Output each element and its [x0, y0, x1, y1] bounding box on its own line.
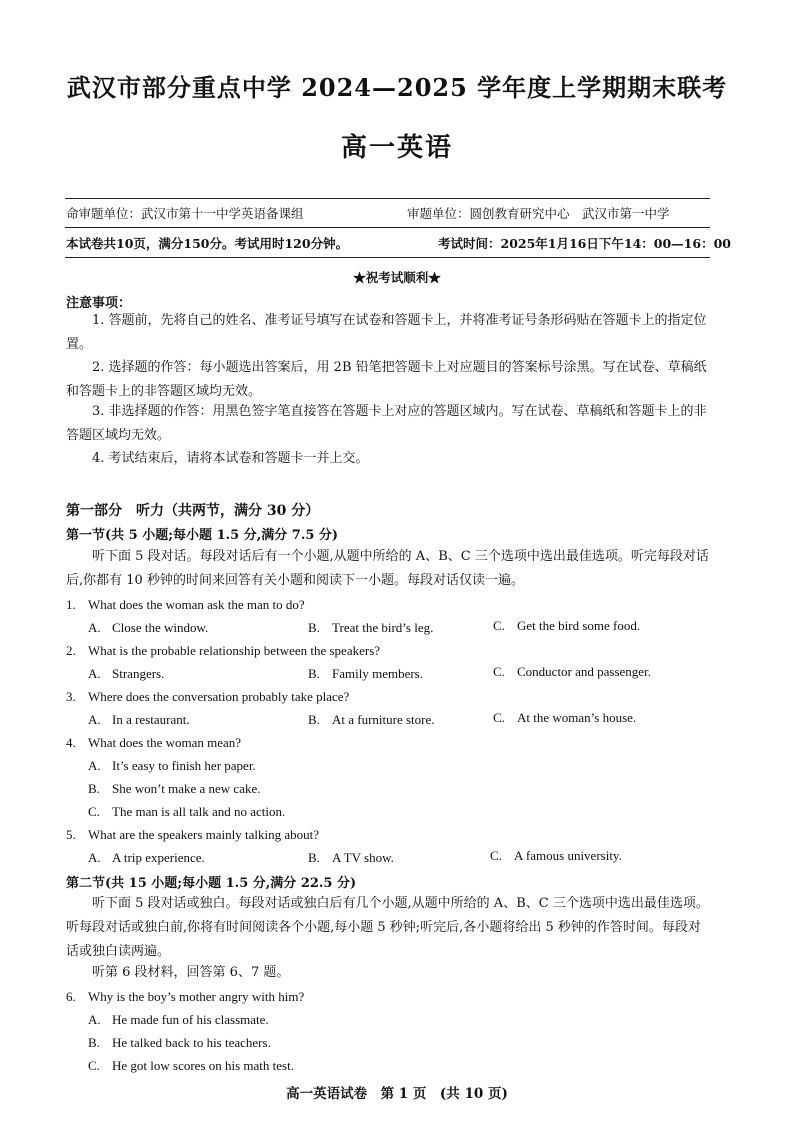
exam-title: 武汉市部分重点中学 2024—2025 学年度上学期期末联考	[66, 73, 728, 102]
question-text: Where does the conversation probably take place?	[88, 689, 350, 704]
option: A. It’s easy to finish her paper.	[88, 758, 256, 773]
question-number: 1.	[66, 597, 76, 612]
option: C. At the woman’s house.	[493, 710, 637, 725]
page-footer: 高一英语试卷 第 1 页 (共 10 页)	[286, 1086, 508, 1102]
exam-subject: 高一英语	[340, 133, 453, 163]
question-text: What is the probable relationship between the speakers?	[88, 643, 381, 658]
middle-divider	[65, 227, 710, 228]
top-divider	[65, 198, 710, 199]
exam-time: 考试时间：2025年1月16日下午14：00—16：00	[438, 236, 731, 251]
option: C. A famous university.	[490, 848, 622, 863]
question-number: 2.	[66, 643, 76, 658]
question-text: What are the speakers mainly talking about?	[88, 827, 320, 842]
good-luck-banner: ★祝考试顺利★	[353, 270, 441, 285]
option: A. Close the window.	[88, 620, 209, 635]
notice-item: 1. 答题前，先将自己的姓名、准考证号填写在试卷和答题卡上，并将准考证号条形码贴在答题卡上的指定位置。	[66, 313, 707, 352]
question-number: 4.	[66, 735, 76, 750]
question-number: 6.	[66, 989, 76, 1004]
option: C. He got low scores on his math test.	[88, 1058, 294, 1073]
option: C. The man is all talk and no action.	[88, 804, 286, 819]
question	[66, 689, 349, 705]
option: A. Strangers.	[88, 666, 165, 681]
option: B. A TV show.	[308, 850, 394, 865]
material-note: 听第 6 段材料，回答第 6、7 题。	[92, 965, 290, 980]
part1-heading: 第一部分 听力（共两节，满分 30 分）	[66, 503, 320, 519]
question	[66, 597, 305, 613]
option: B. She won’t make a new cake.	[88, 781, 261, 796]
reviewer-unit: 审题单位：圆创教育研究中心 武汉市第一中学	[407, 206, 670, 221]
option: B. Family members.	[308, 666, 423, 681]
section1-heading: 第一节(共 5 小题;每小题 1.5 分,满分 7.5 分)	[66, 528, 339, 543]
notice-item: 4. 考试结束后，请将本试卷和答题卡一并上交。	[92, 451, 369, 466]
option: B. Treat the bird’s leg.	[308, 620, 434, 635]
question	[66, 735, 241, 751]
exam-info: 本试卷共10页，满分150分。考试用时120分钟。	[66, 236, 349, 251]
option: B. At a furniture store.	[308, 712, 435, 727]
question-text: What does the woman mean?	[88, 735, 242, 750]
section2-instructions: 听下面 5 段对话或独白。每段对话或独白后有几个小题,从题中所给的 A、B、C 三个选项中选出最佳选项。听每段对话或独白前,你将有时间阅读各个小题,每小题 5 秒钟;听完后,各小题将给出 5 秒钟的作答时间。每段对话或独白读两遍。	[66, 896, 709, 959]
question	[66, 827, 319, 843]
question-text: What does the woman ask the man to do?	[88, 597, 305, 612]
option: A. A trip experience.	[88, 850, 205, 865]
question-number: 5.	[66, 827, 76, 842]
proposer-unit: 命审题单位：武汉市第十一中学英语备课组	[66, 206, 304, 221]
option: C. Conductor and passenger.	[493, 664, 651, 679]
bottom-divider	[65, 257, 710, 258]
question-text: Why is the boy’s mother angry with him?	[88, 989, 305, 1004]
question	[66, 989, 304, 1005]
section2-heading: 第二节(共 15 小题;每小题 1.5 分,满分 22.5 分)	[66, 876, 357, 891]
notice-item: 2. 选择题的作答：每小题选出答案后，用 2B 铅笔把答题卡上对应题目的答案标号涂黑。写在试卷、草稿纸和答题卡上的非答题区域均无效。	[66, 360, 707, 399]
option: A. He made fun of his classmate.	[88, 1012, 269, 1027]
notice-item: 3. 非选择题的作答：用黑色签字笔直接答在答题卡上对应的答题区域内。写在试卷、草稿纸和答题卡上的非答题区域均无效。	[66, 404, 707, 443]
option: C. Get the bird some food.	[493, 618, 641, 633]
question	[66, 643, 380, 659]
option: A. In a restaurant.	[88, 712, 190, 727]
option: B. He talked back to his teachers.	[88, 1035, 271, 1050]
section1-instructions: 听下面 5 段对话。每段对话后有一个小题,从题中所给的 A、B、C 三个选项中选出最佳选项。听完每段对话后,你都有 10 秒钟的时间来回答有关小题和阅读下一小题。每段对话仅读一遍。	[66, 549, 709, 588]
question-number: 3.	[66, 689, 76, 704]
notice-heading: 注意事项：	[66, 296, 132, 311]
